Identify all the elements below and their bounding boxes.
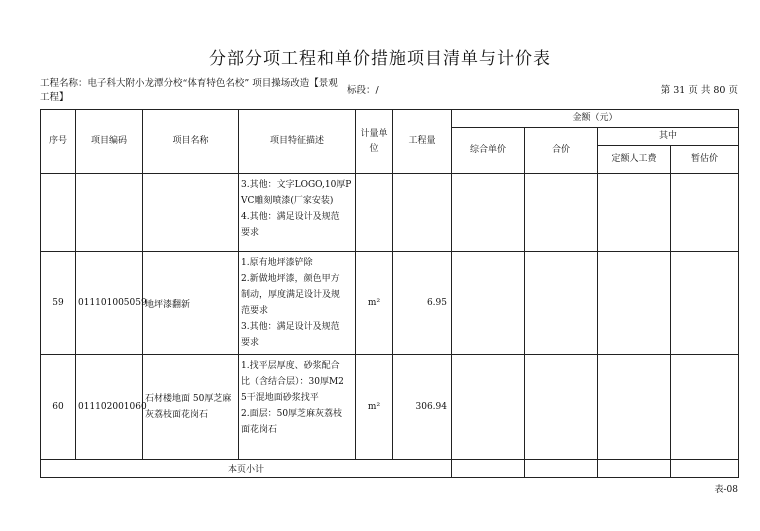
col-code: 项目编码: [76, 110, 143, 174]
row-total: [525, 174, 598, 252]
desc-line: 3.其他：文字LOGO,10厚P: [241, 180, 352, 190]
desc-line: 制动，厚度满足设计及规: [241, 290, 341, 300]
col-amount: 金额（元）: [452, 110, 739, 128]
col-desc: 项目特征描述: [239, 110, 356, 174]
row-qty: 6.95: [393, 252, 452, 355]
table-row: [41, 355, 739, 460]
subtotal-total: [525, 460, 598, 478]
row-total: [525, 355, 598, 460]
desc-line: 3.其他：满足设计及规范: [241, 322, 340, 332]
row-total: [525, 252, 598, 355]
row-unit: [356, 174, 393, 252]
desc-line: 1.原有地坪漆铲除: [241, 258, 313, 268]
subtotal-labor: [598, 460, 671, 478]
row-seq: 59: [41, 252, 76, 355]
bill-table: [40, 109, 739, 478]
subtotal-row: [41, 460, 739, 478]
col-qty: 工程量: [393, 110, 452, 174]
desc-line: 2.新做地坪漆，颜色甲方: [241, 274, 340, 284]
desc-line: 范要求: [241, 306, 269, 316]
row-estimate: [671, 252, 739, 355]
subtotal-unit-price: [452, 460, 525, 478]
subtotal-estimate: [671, 460, 739, 478]
row-labor: [598, 252, 671, 355]
desc-line: 2.面层：50厚芝麻灰荔枝: [241, 409, 343, 419]
page-number: 第 31 页 共 80 页: [660, 85, 738, 96]
col-of-which: 其中: [598, 128, 739, 146]
table-row: [41, 252, 739, 355]
desc-line: 要求: [241, 228, 260, 238]
desc-line: 1.找平层厚度、砂浆配合: [241, 361, 340, 371]
row-labor: [598, 174, 671, 252]
desc-line: 5干混地面砂浆找平: [241, 393, 319, 403]
row-unit-price: [452, 355, 525, 460]
row-unit: m²: [356, 252, 393, 355]
form-number: 表-08: [714, 485, 738, 495]
col-name: 项目名称: [143, 110, 239, 174]
section-label: 标段：/: [347, 85, 379, 96]
row-unit-price: [452, 252, 525, 355]
row-seq: [41, 174, 76, 252]
desc-line: 要求: [241, 338, 260, 348]
row-qty: [393, 174, 452, 252]
row-name: [143, 174, 239, 252]
col-seq: 序号: [41, 110, 76, 174]
subtotal-label: 本页小计: [41, 460, 452, 478]
row-labor: [598, 355, 671, 460]
row-estimate: [671, 174, 739, 252]
table-row: [41, 174, 739, 252]
project-name: 工程名称：电子科大附小龙潭分校“体育特色名校” 项目操场改造【景观工程】: [40, 78, 338, 103]
col-estimate: 暂估价: [671, 146, 739, 174]
row-code: 011101005059: [76, 252, 143, 355]
col-unit-price: 综合单价: [452, 128, 525, 174]
row-estimate: [671, 355, 739, 460]
row-code: [76, 174, 143, 252]
desc-line: 面花岗石: [241, 425, 278, 435]
desc-line: 比（含结合层）：30厚M2: [241, 377, 344, 387]
col-total: 合价: [525, 128, 598, 174]
row-unit: m²: [356, 355, 393, 460]
col-unit: 计量单位: [356, 110, 393, 174]
row-seq: 60: [41, 355, 76, 460]
row-code: 011102001060: [76, 355, 143, 460]
row-desc: [239, 355, 356, 460]
row-name: 地坪漆翻新: [143, 252, 239, 355]
row-name: 石材楼地面 50厚芝麻灰荔枝面花岗石: [143, 355, 239, 460]
row-desc: [239, 174, 356, 252]
desc-line: VC雕刻喷漆(厂家安装): [241, 196, 334, 206]
row-qty: 306.94: [393, 355, 452, 460]
page-title: 分部分项工程和单价措施项目清单与计价表: [209, 49, 551, 69]
row-desc: [239, 252, 356, 355]
row-unit-price: [452, 174, 525, 252]
desc-line: 4.其他：满足设计及规范: [241, 212, 340, 222]
col-labor: 定额人工费: [598, 146, 671, 174]
